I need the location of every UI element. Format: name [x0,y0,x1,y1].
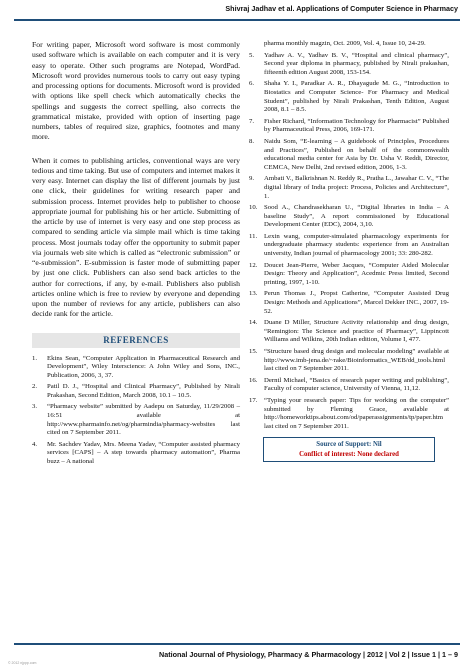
reference-text: Lexin wang, computer-simulated pharmacology experiments for undergraduate pharmacy students: experience from an Australian university, Indian journal of pharmacology 2001; 33: 280-282. [264,232,449,258]
reference-number: 13. [249,290,258,298]
reference-item [249,175,449,201]
reference-item [32,383,240,400]
left-column [32,40,240,470]
reference-number: 9. [249,175,255,183]
reference-item [249,397,449,431]
reference-item [249,377,449,394]
reference-item [32,441,240,467]
reference-text: Yadhav A. V., Yadhav B. V., “Hospital and clinical pharmacy”, Second year diploma in pharmacy, published by Nirali prakashan, fifteenth edition August 2008, 153-154. [264,51,449,76]
reference-number: 11. [249,232,258,240]
reference-number: 10. [249,204,258,212]
reference-number: 17. [249,396,258,404]
reference-number: 7. [249,117,255,125]
support-conflict-box [263,437,435,462]
reference-list-right [249,40,449,431]
reference-item [249,319,449,345]
reference-item [249,290,449,316]
reference-text: “Pharmacy website” submitted by Aadepu on Saturday, 11/29/2008 – 16:51 available at http://www.pharmainfo.net/og/pharmindia/pharmacy-websites last cited on 7 September 2011. [47,403,240,437]
reference-text: pharma monthly magzin, Oct. 2009, Vol. 4, Issue 10, 24-29. [264,40,426,47]
running-header: Shivraj Jadhav et al. Applications of Computer Science in Pharmacy [225,4,458,13]
header-rule [14,19,460,21]
reference-item [249,118,449,135]
reference-text: Ekins Sean, “Computer Application in Pharmaceutical Research and Development”, Wiley Interscience: A John Wiley and Sons, INC., Publication, 2006, 3, 37. [47,354,240,379]
source-of-support: Source of Support: Nil [316,441,382,449]
reference-item [249,52,449,78]
reference-text: Derntl Michael, “Basics of research paper writing and publishing”, Faculty of computer science, University of Vienna, 11,12. [264,376,449,393]
reference-item [249,233,449,259]
footer-rule [14,643,460,645]
reference-number: 3. [32,403,38,411]
reference-item [32,355,240,381]
reference-text: Ambati V., Balkrishnan N. Reddy R., Pratha L., Jawahar C. V., “The digital library of India project: Process, Policies and Architecture”, 1. [264,175,449,200]
reference-text: Patil D. J., “Hospital and Clinical Pharmacy”, Published by Nirali Prakashan, Second Edition, March 2008, 10.1 – 10.5. [47,383,240,399]
reference-text: Perun Thomas J., Propst Catherine, “Computer Assisted Drug Design: Methods and Applications”, Marcel Dekker INC., 2007, 19-52. [264,290,449,315]
reference-item [249,348,449,374]
body-paragraph: When it comes to publishing articles, conventional ways are very tedious and time taking. But use of computers and internet makes it very easy. Internet can display the list of different journals by just one click, their guidelines for writing research paper and submission process. Internet provides help to publisher to choose appropriate journal for publishing his or her article. Submitting of the article by use of internet is very easy and one step process as compared to sending article via simple mail which is time taking process. Most journals today offer the opportunity to submit paper via journals web site which is called as “electronic submission” or “e-submission”. E-submission is faster mode of submitting paper by just one click. Publishers can also send back articles to the author for corrections, if any, by e-mail. Publishers also publish articles online which is free to review by everyone and depending upon the number of reviews for any article, publishers can also decide rank for the article. [32,155,240,319]
reference-text: Mr. Sachdev Yadav, Mrs. Meena Yadav, “Computer assisted pharmacy services [CAPS] – A step towards pharmacy automation”, Pharma buzz – A national [47,440,240,466]
reference-number: 6. [249,80,255,88]
reference-number: 14. [249,319,258,327]
reference-list-left [32,355,240,467]
reference-text: Shaha Y. I., Paradkar A. R., Dhayagude M. G., “Introduction to Biostatics and Computer Science- For Pharmacy and Medical Student”, published by Nirali Prakashan, Tenth Edition, August 2008, 8.1 – 8.5. [264,80,449,114]
conflict-of-interest: Conflict of interest: None declared [299,450,399,458]
reference-item [249,138,449,172]
reference-item [249,204,449,230]
reference-text: Duane D Miller, Structure Activity relationship and drug design, “Remington: The Science and practice of Pharmacy”, Lippincott Williams and Wilkins, 20th Indian edition, Volume I, 477. [264,319,449,344]
reference-text: Naidu Som, “E-learning – A guidebook of Principles, Procedures and Practices”, Published on behalf of the commonwealth educational media center for Asia by Dr. Usha V. Reddi, Director, CEMCA, New Delhi, 2nd revised edition, 2006, 1-3. [264,137,449,171]
reference-number: 12. [249,261,258,269]
journal-footer: National Journal of Physiology, Pharmacy & Pharmacology | 2012 | Vol 2 | Issue 1 | 1 – 9 [159,650,458,659]
reference-text: Fisher Richard, “Information Technology for Pharmacist” Published by Pharmaceutical Press, 2006, 169-171. [264,117,449,134]
reference-number: 15. [249,348,258,355]
reference-text: Doucet Jean-Pierre, Weber Jacques, “Computer Aided Molecular Design: Theory and Application”, Acedmic Press limited, Second printing, 1997, 1-10. [264,261,449,286]
reference-number [249,40,264,49]
body-paragraph: For writing paper, Microsoft word software is most commonly used software which is available on each computer and it is very easy to operate. Other such programs are Notepad, WordPad. Microsoft word provides numerous tools to carry out easy typing and processing options for documents. Microsoft word is provided with options like spell check which automatically checks the spellings and suggests the correct spelling, also corrects the grammatical mistake, provided with option of inserting page numbers, tables of required size, graphics, footnotes and many more. [32,40,240,142]
reference-item [32,403,240,437]
reference-item [249,40,449,49]
reference-text: “Typing your research paper: Tips for working on the computer” submitted by Fleming Grace, available at http://homeworktips.about.com/od/paperassignments/tp/paper.htm last cited on 7 September 2011. [264,396,449,430]
reference-number: 16. [249,376,258,384]
reference-text: “Structure based drug design and molecular modeling” available at http://www.imb-jena.de/~rake/Bioinformatics_WEB/dd_tools.html last cited on 7 September 2011. [264,348,449,373]
reference-number: 4. [32,440,38,448]
reference-item [249,80,449,114]
references-heading: REFERENCES [32,333,240,348]
reference-item [249,262,449,288]
reference-number: 2. [32,383,38,391]
right-column [249,40,449,462]
reference-number: 1. [32,354,38,362]
copyright-stamp: © 2012 njppp.com [8,661,37,665]
reference-number: 5. [249,51,255,59]
reference-number: 8. [249,137,255,145]
reference-text: Sood A., Chandrasekharan U., “Digital libraries in India – A baseline Study”, A report commissioned by Educational Development Center (EDC), 2004, 3,10. [264,204,449,229]
